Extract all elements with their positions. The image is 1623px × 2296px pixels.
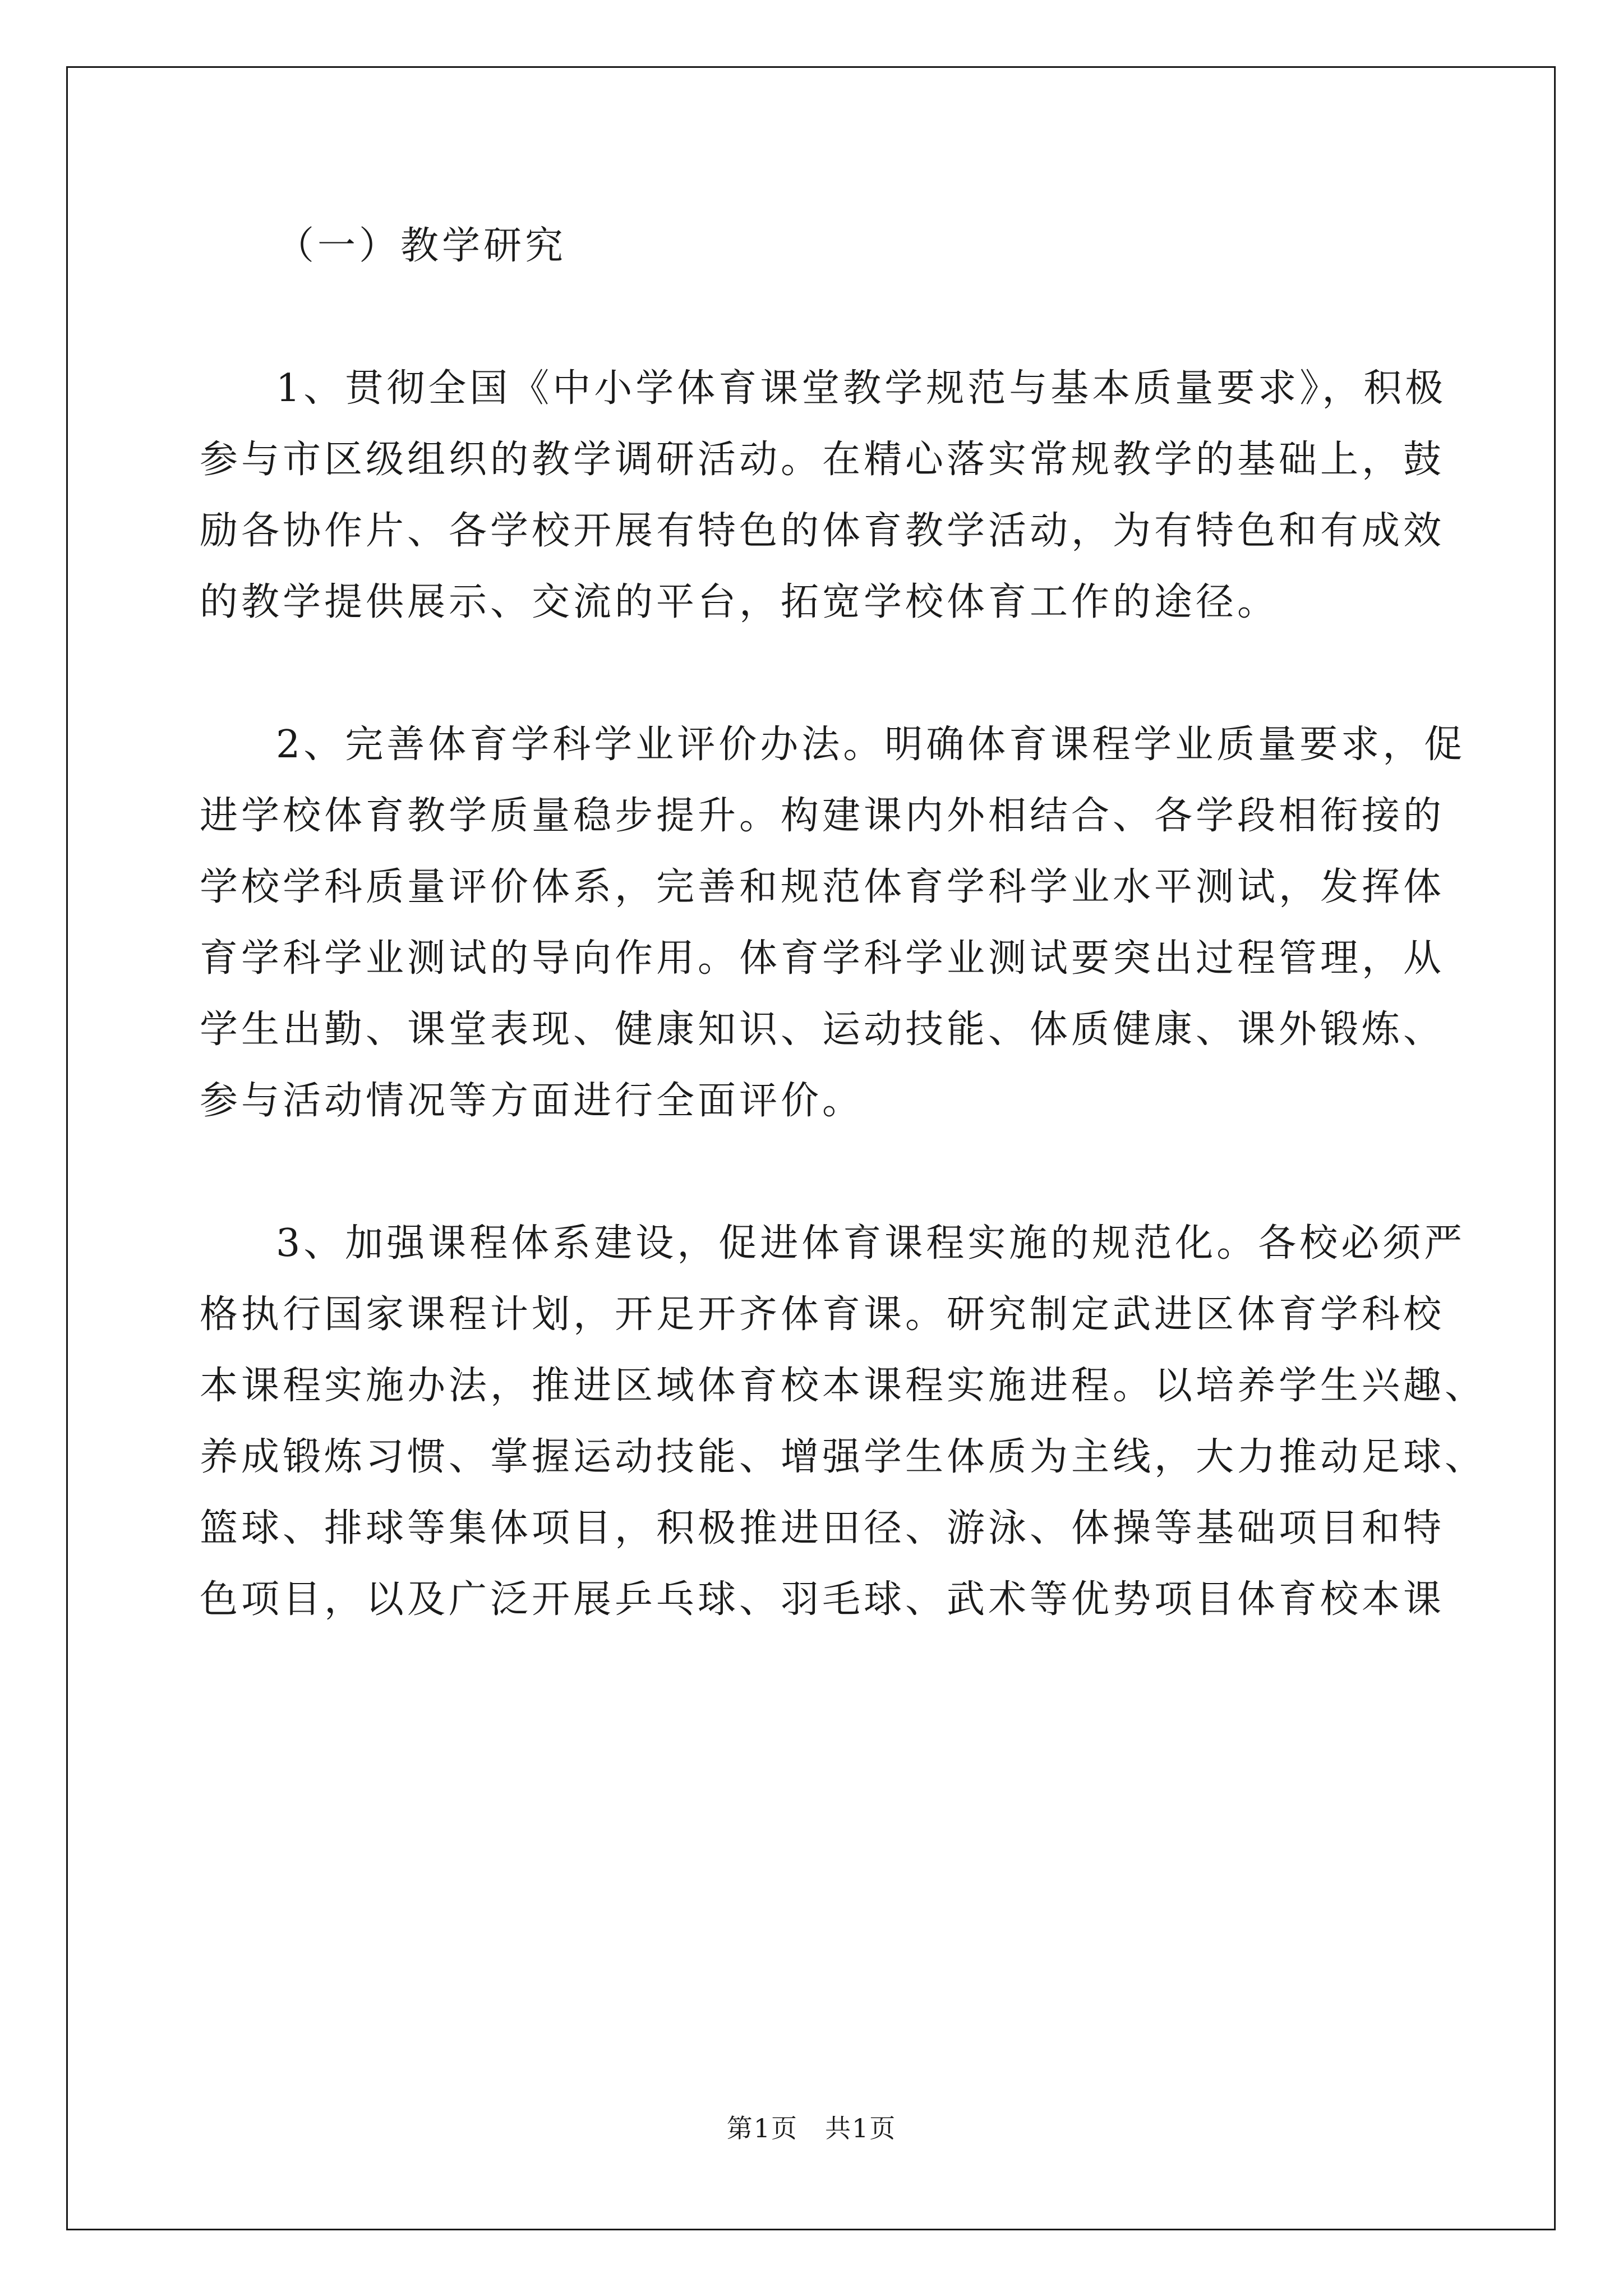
- paragraph-line: 篮球、排球等集体项目，积极推进田径、游泳、体操等基础项目和特: [200, 1506, 1445, 1550]
- paragraph-line: 励各协作片、各学校开展有特色的体育教学活动，为有特色和有成效: [200, 509, 1445, 553]
- paragraph-spacer: [200, 1137, 1422, 1208]
- document-body: [200, 210, 1487, 1635]
- section-heading: [200, 210, 1422, 282]
- paragraph-line: 色项目，以及广泛开展乒乓球、羽毛球、武术等优势项目体育校本课: [200, 1577, 1445, 1622]
- paragraph-line: 参与活动情况等方面进行全面评价。: [200, 1079, 864, 1123]
- paragraph-line: 进学校体育教学质量稳步提升。构建课内外相结合、各学段相衔接的: [200, 794, 1445, 838]
- paragraph-line: 育学科学业测试的导向作用。体育学科学业测试要突出过程管理，从: [200, 936, 1445, 981]
- paragraph-spacer: [200, 282, 1422, 353]
- paragraph-line: 养成锻炼习惯、掌握运动技能、增强学生体质为主线，大力推动足球、: [200, 1435, 1487, 1479]
- paragraph-spacer: [200, 638, 1422, 709]
- paragraph-line: 的教学提供展示、交流的平台，拓宽学校体育工作的途径。: [200, 580, 1279, 624]
- paragraph-3: [200, 1208, 1487, 1635]
- page-number-label: 第1页 共1页: [726, 2113, 897, 2143]
- paragraph-line: 本课程实施办法，推进区域体育校本课程实施进程。以培养学生兴趣、: [200, 1364, 1487, 1408]
- paragraph-line: 学生出勤、课堂表现、健康知识、运动技能、体质健康、课外锻炼、: [200, 1007, 1445, 1052]
- paragraph-line: 2、完善体育学科学业评价办法。明确体育课程学业质量要求，促: [276, 723, 1466, 767]
- paragraph-line: 格执行国家课程计划，开足开齐体育课。研究制定武进区体育学科校: [200, 1292, 1445, 1337]
- paragraph-1: [200, 353, 1447, 638]
- paragraph-line: 3、加强课程体系建设，促进体育课程实施的规范化。各校必须严: [276, 1221, 1466, 1266]
- page-footer: [0, 2108, 1623, 2145]
- paragraph-line: 学校学科质量评价体系，完善和规范体育学科学业水平测试，发挥体: [200, 865, 1445, 909]
- paragraph-line: 参与市区级组织的教学调研活动。在精心落实常规教学的基础上，鼓: [200, 438, 1445, 482]
- paragraph-line: 1、贯彻全国《中小学体育课堂教学规范与基本质量要求》，积极: [276, 366, 1447, 411]
- heading-text: （一）教学研究: [276, 224, 567, 268]
- paragraph-2: [200, 709, 1466, 1137]
